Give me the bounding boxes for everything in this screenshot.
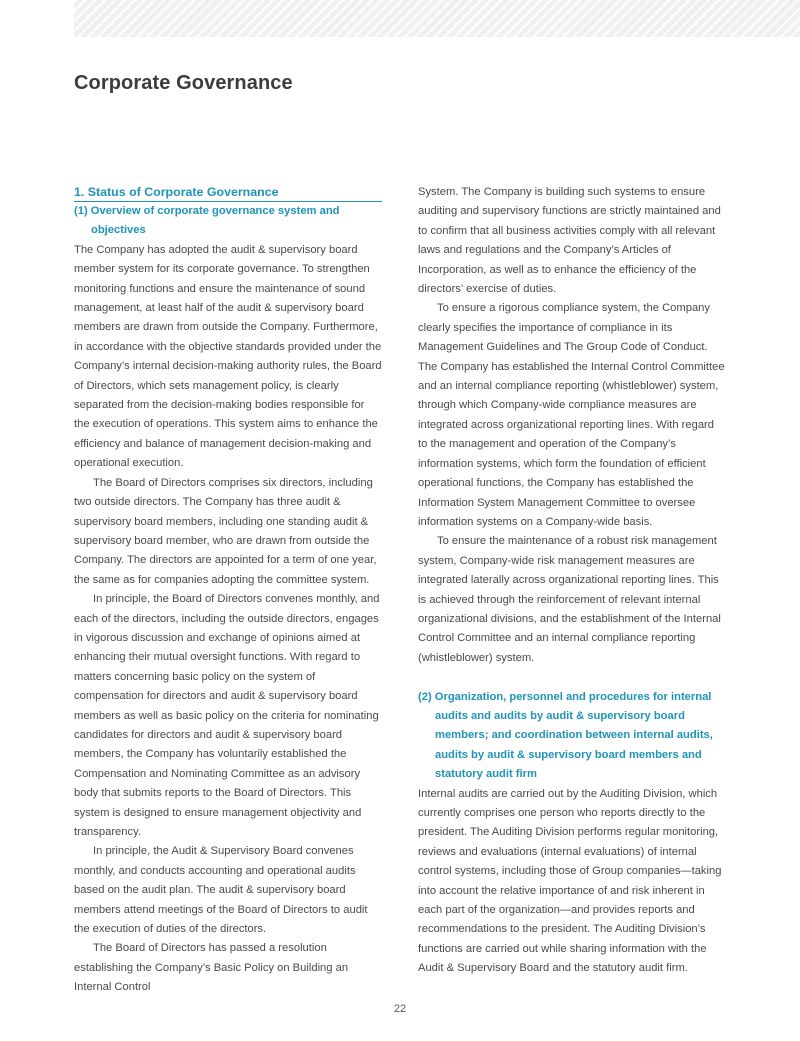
paragraph: In principle, the Board of Directors convenes monthly, and each of the directors, including the outside directors, engages in vigorous discussion and exchange of opinions aimed at enhancing their mutual oversight functions. With regard to matters concerning basic policy on the system of compensation for directors and audit & supervisory board members as well as basic policy on the criteria for nominating candidates for directors and audit & supervisory board members, the Company has voluntarily established the Compensation and Nominating Committee as an advisory body that submits reports to the Board of Directors. This system is designed to ensure management objectivity and transparency. [74, 593, 380, 838]
paragraph: Internal audits are carried out by the Auditing Division, which currently comprises one person who reports directly to the president. The Auditing Division performs regular monitoring, reviews and evaluations (internal evaluations) of internal control systems, including those of Group companies—taking into account the relative importance of and risk inherent in each part of the organization—and provides reports and recommendations to the president. The Auditing Division’s functions are carried out while sharing information with the Audit & Supervisory Board and the statutory audit firm. [418, 787, 722, 975]
paragraph: The Board of Directors has passed a resolution establishing the Company’s Basic Policy on Building an Internal Control [74, 942, 349, 994]
left-column [74, 183, 382, 998]
subsection-heading-2: (2) Organization, personnel and procedures for internal audits and audits by audit & supervisory board members; and coordination between internal audits, audits by audit & supervisory board members and statutory audit firm [418, 690, 713, 781]
paragraph: In principle, the Audit & Supervisory Board convenes monthly, and conducts accounting and operational audits based on the audit plan. The audit & supervisory board members attend meetings of the Board of Directors to audit the execution of duties of the directors. [74, 845, 368, 936]
paragraph: The Board of Directors comprises six directors, including two outside directors. The Company has three audit & supervisory board members, including one standing audit & supervisory board member, who are drawn from outside the Company. The directors are appointed for a term of one year, the same as for companies adopting the committee system. [74, 476, 377, 586]
paragraph: To ensure a rigorous compliance system, the Company clearly specifies the importance of compliance in its Management Guidelines and The Group Code of Conduct. The Company has established the Internal Control Committee and an internal compliance reporting (whistleblower) system, through which Company-wide compliance measures are integrated across organizational reporting lines. With regard to the management and operation of the Company’s information systems, which form the foundation of efficient operational functions, the Company has established the Information System Management Committee to oversee information systems on a Company-wide basis. [418, 302, 725, 528]
header-decorative-band [74, 0, 800, 37]
right-column [418, 183, 726, 979]
section-heading: 1. Status of Corporate Governance [74, 183, 382, 202]
page-title: Corporate Governance [74, 72, 293, 94]
paragraph: System. The Company is building such systems to ensure auditing and supervisory functions are strictly maintained and to confirm that all business activities comply with all relevant laws and regulations and the Company’s Articles of Incorporation, as well as to enhance the efficiency of the directors’ exercise of duties. [418, 186, 721, 296]
paragraph: The Company has adopted the audit & supervisory board member system for its corporate governance. To strengthen monitoring functions and ensure the maintenance of sound management, at least half of the audit & supervisory board members are drawn from outside the Company. Furthermore, in accordance with the objective standards provided under the Company’s internal decision-making authority rules, the Board of Directors, which sets management policy, is clearly separated from the decision-making bodies responsible for the execution of operations. This system aims to enhance the efficiency and balance of management decision-making and operational execution. [74, 243, 382, 470]
subsection-heading-1: (1) Overview of corporate governance system and objectives [74, 205, 340, 237]
page-number: 22 [393, 1003, 407, 1015]
paragraph: To ensure the maintenance of a robust risk management system, Company-wide risk management measures are integrated laterally across organizational reporting lines. This is achieved through the reinforcement of relevant internal organizational divisions, and the establishment of the Internal Control Committee and an internal compliance reporting (whistleblower) system. [418, 535, 721, 664]
